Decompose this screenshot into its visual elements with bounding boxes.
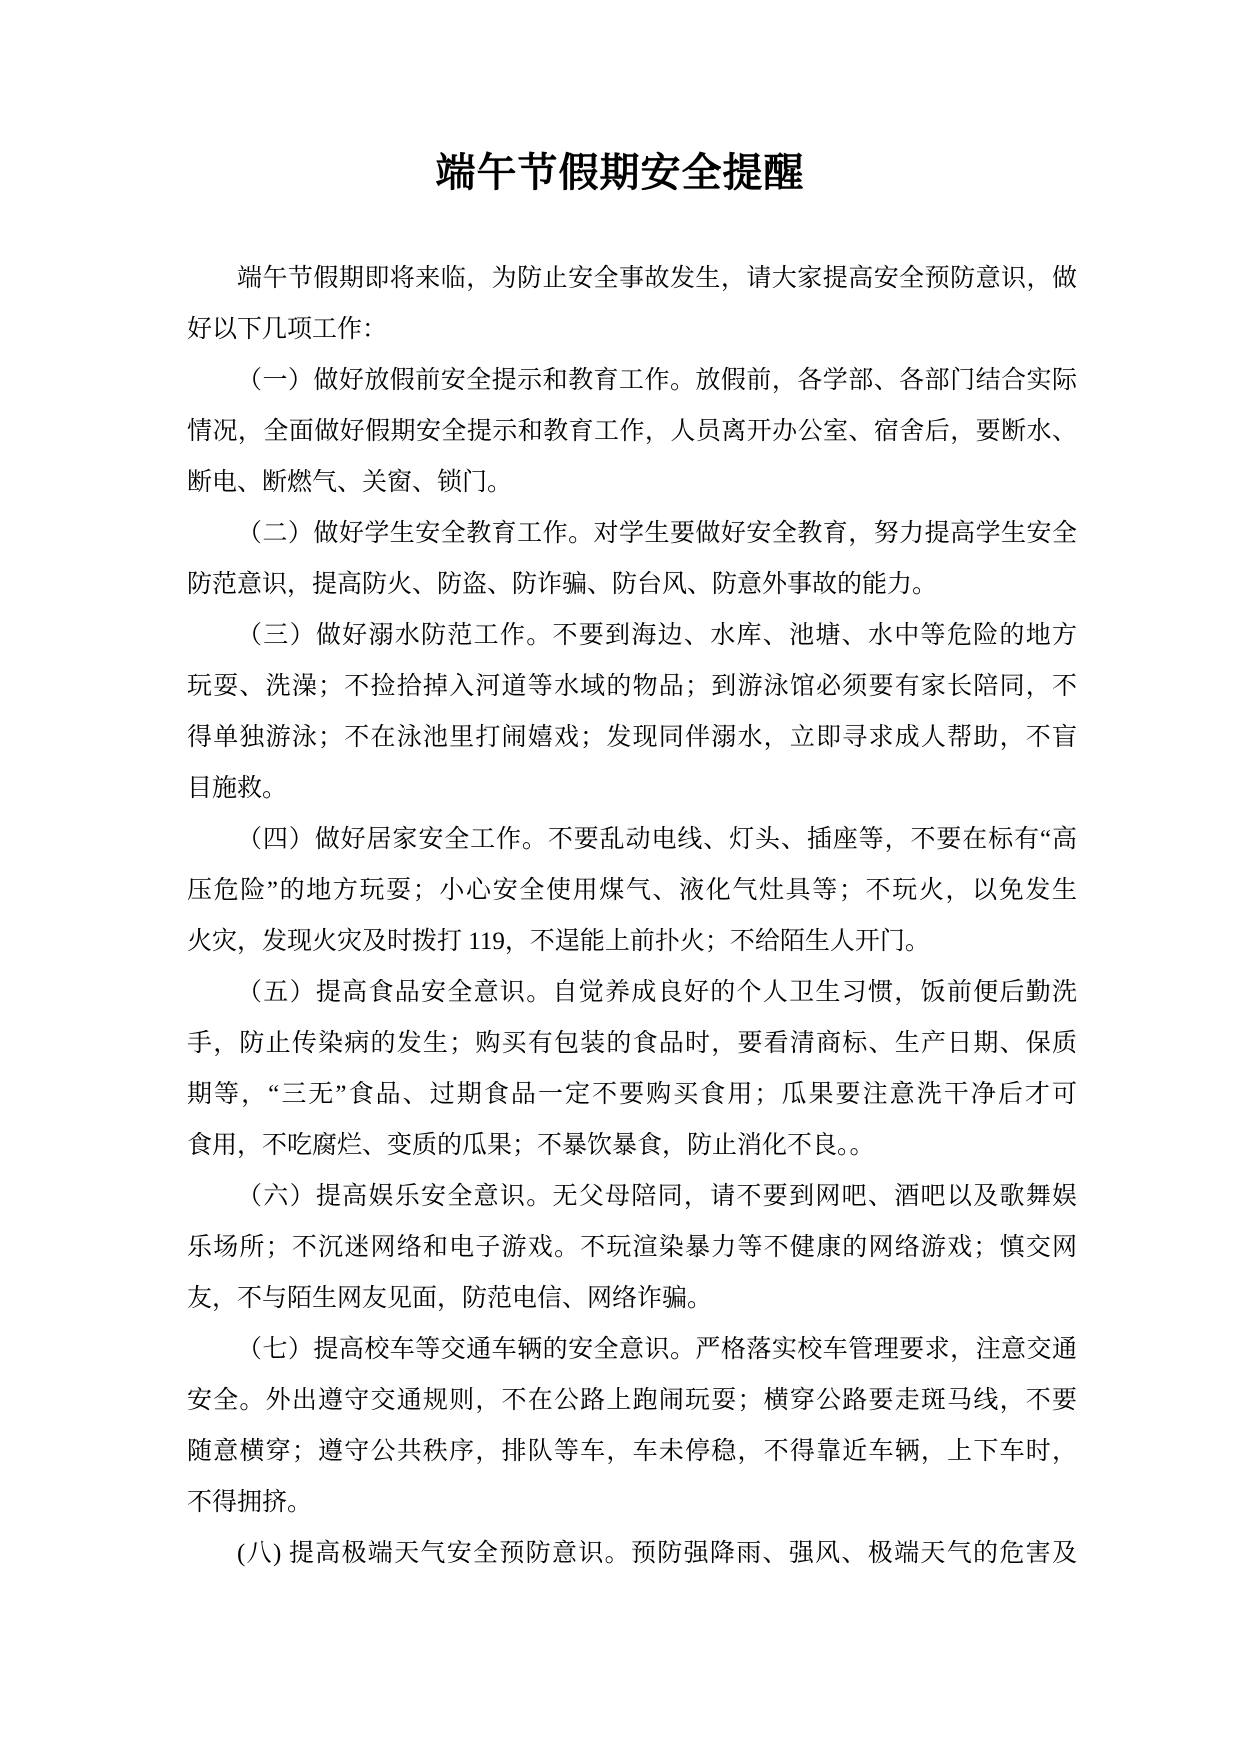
- doc-line: 好以下几项工作：: [187, 316, 388, 343]
- doc-line: 乐场所；不沉迷网络和电子游戏。不玩渲染暴力等不健康的网络游戏；慎交网: [187, 1234, 1077, 1261]
- doc-line: （六）提高娱乐安全意识。无父母陪同，请不要到网吧、酒吧以及歌舞娱: [237, 1183, 1077, 1210]
- doc-line: 得单独游泳；不在泳池里打闹嬉戏；发现同伴溺水，立即寻求成人帮助，不盲: [187, 724, 1077, 751]
- doc-line: 情况，全面做好假期安全提示和教育工作，人员离开办公室、宿舍后，要断水、: [187, 418, 1077, 445]
- doc-line: （四）做好居家安全工作。不要乱动电线、灯头、插座等，不要在标有“高: [237, 826, 1077, 853]
- doc-line: 友，不与陌生网友见面，防范电信、网络诈骗。: [187, 1285, 713, 1312]
- doc-line: 断电、断燃气、关窗、锁门。: [187, 469, 513, 496]
- doc-line: （三）做好溺水防范工作。不要到海边、水库、池塘、水中等危险的地方: [237, 622, 1077, 649]
- doc-line: （五）提高食品安全意识。自觉养成良好的个人卫生习惯，饭前便后勤洗: [237, 979, 1077, 1006]
- doc-line: （二）做好学生安全教育工作。对学生要做好安全教育，努力提高学生安全: [237, 520, 1077, 547]
- doc-line: 防范意识，提高防火、防盗、防诈骗、防台风、防意外事故的能力。: [187, 571, 938, 598]
- doc-line: 随意横穿；遵守公共秩序，排队等车，车未停稳，不得靠近车辆，上下车时，: [187, 1438, 1077, 1465]
- doc-line: 期等，“三无”食品、过期食品一定不要购买食用；瓜果要注意洗干净后才可: [187, 1081, 1077, 1108]
- doc-line: 目施救。: [187, 775, 288, 802]
- doc-line: 食用，不吃腐烂、变质的瓜果；不暴饮暴食，防止消化不良。。: [187, 1132, 875, 1159]
- doc-line: （一）做好放假前安全提示和教育工作。放假前，各学部、各部门结合实际: [237, 367, 1077, 394]
- document-title: 端午节假期安全提醒: [435, 150, 805, 195]
- doc-line: 火灾，发现火灾及时拨打 119，不逞能上前扑火；不给陌生人开门。: [187, 928, 930, 955]
- doc-line: (八) 提高极端天气安全预防意识。预防强降雨、强风、极端天气的危害及: [237, 1540, 1077, 1567]
- doc-line: 安全。外出遵守交通规则，不在公路上跑闹玩耍；横穿公路要走斑马线，不要: [187, 1387, 1077, 1414]
- doc-line: 端午节假期即将来临，为防止安全事故发生，请大家提高安全预防意识，做: [237, 265, 1077, 292]
- doc-line: 玩耍、洗澡；不捡拾掉入河道等水域的物品；到游泳馆必须要有家长陪同，不: [187, 673, 1077, 700]
- doc-line: （七）提高校车等交通车辆的安全意识。严格落实校车管理要求，注意交通: [237, 1336, 1077, 1363]
- doc-line: 压危险”的地方玩耍；小心安全使用煤气、液化气灶具等；不玩火，以免发生: [187, 877, 1077, 904]
- document-body: [187, 253, 1077, 1579]
- doc-line: 不得拥挤。: [187, 1489, 313, 1516]
- doc-line: 手，防止传染病的发生；购买有包装的食品时，要看清商标、生产日期、保质: [187, 1030, 1077, 1057]
